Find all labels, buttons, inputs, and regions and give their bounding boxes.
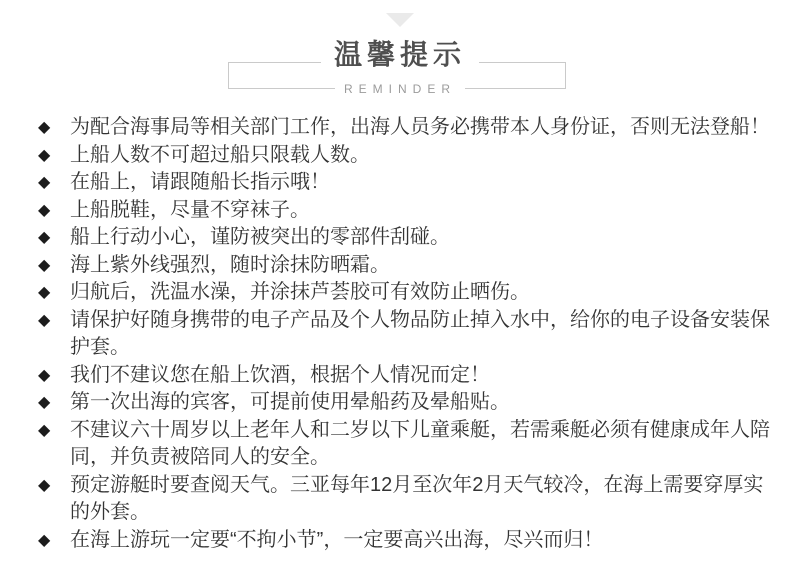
diamond-bullet-icon: ◆ xyxy=(38,146,51,164)
diamond-bullet-icon: ◆ xyxy=(38,229,51,246)
reminder-header xyxy=(0,0,800,114)
diamond-bullet-icon: ◆ xyxy=(38,174,51,191)
list-item xyxy=(38,142,770,170)
diamond-bullet-icon: ◆ xyxy=(38,421,51,439)
list-item xyxy=(38,252,770,280)
list-item-text: 我们不建议您在船上饮酒，根据个人情况而定！ xyxy=(70,363,490,386)
list-item-text: 不建议六十周岁以上老年人和二岁以下儿童乘艇，若需乘艇必须有健康成年人陪同，并负责被陪同人的安全。 xyxy=(70,418,770,468)
diamond-bullet-icon: ◆ xyxy=(38,366,51,384)
page-subtitle-row xyxy=(0,80,800,98)
page-title-row xyxy=(0,38,800,72)
list-item-text: 预定游艇时要查阅天气。三亚每年12月至次年2月天气较冷，在海上需要穿厚实的外套。 xyxy=(70,473,764,523)
list-item-text: 上船人数不可超过船只限载人数。 xyxy=(70,143,370,166)
page-title: 温馨提示 xyxy=(321,38,479,72)
list-item-text: 为配合海事局等相关部门工作，出海人员务必携带本人身份证，否则无法登船！ xyxy=(70,116,770,138)
list-item-text: 归航后，洗温水澡，并涂抹芦荟胶可有效防止晒伤。 xyxy=(70,281,530,303)
list-item xyxy=(38,472,770,527)
diamond-bullet-icon: ◆ xyxy=(38,256,51,274)
diamond-bullet-icon: ◆ xyxy=(38,476,51,494)
list-item xyxy=(38,307,770,362)
list-item-text: 在海上游玩一定要“不拘小节”，一定要高兴出海，尽兴而归！ xyxy=(70,528,604,551)
diamond-bullet-icon: ◆ xyxy=(38,119,51,136)
list-item-text: 船上行动小心，谨防被突出的零部件刮碰。 xyxy=(70,226,450,248)
list-item xyxy=(38,224,770,252)
list-item-text: 在船上，请跟随船长指示哦！ xyxy=(70,171,330,193)
list-item xyxy=(38,362,770,390)
diamond-bullet-icon: ◆ xyxy=(38,531,51,549)
list-item xyxy=(38,389,770,417)
list-item xyxy=(38,279,770,307)
list-item-text: 请保护好随身携带的电子产品及个人物品防止掉入水中，给你的电子设备安装保护套。 xyxy=(70,308,770,358)
list-item xyxy=(38,527,770,555)
list-item-text: 第一次出海的宾客，可提前使用晕船药及晕船贴。 xyxy=(70,391,510,413)
diamond-bullet-icon: ◆ xyxy=(38,284,51,301)
reminder-list xyxy=(0,114,800,554)
page-subtitle: REMINDER xyxy=(335,82,465,97)
list-item-text: 上船脱鞋，尽量不穿袜子。 xyxy=(70,198,310,221)
list-item xyxy=(38,417,770,472)
diamond-bullet-icon: ◆ xyxy=(38,201,51,219)
list-item-text: 海上紫外线强烈，随时涂抹防晒霜。 xyxy=(70,253,390,276)
list-item xyxy=(38,197,770,225)
diamond-bullet-icon: ◆ xyxy=(38,311,51,329)
list-item xyxy=(38,169,770,197)
diamond-bullet-icon: ◆ xyxy=(38,394,51,411)
list-item xyxy=(38,114,770,142)
triangle-down-icon xyxy=(386,13,414,27)
